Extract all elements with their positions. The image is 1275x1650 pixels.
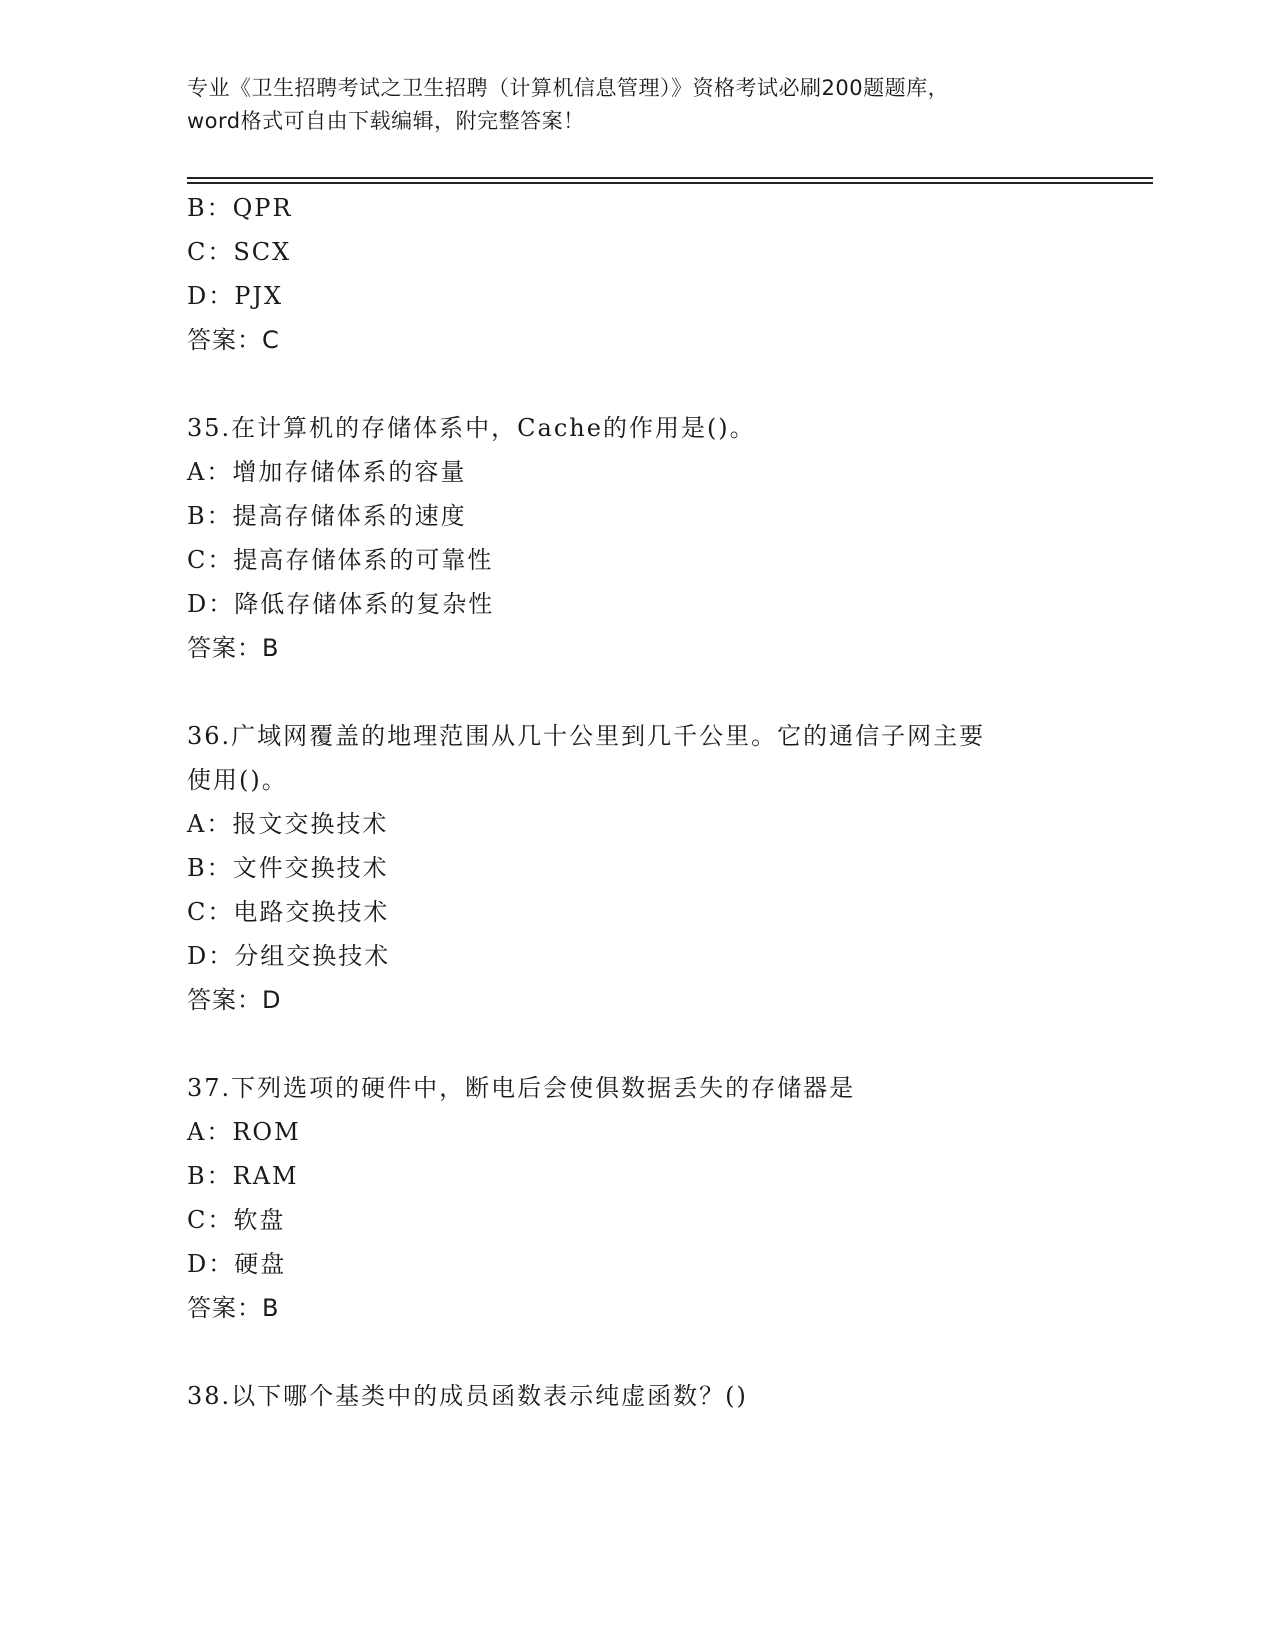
- q34-option-d: D：PJX: [187, 282, 284, 310]
- q36-option-a: A：报文交换技术: [187, 810, 389, 838]
- q37-option-b: B：RAM: [187, 1162, 299, 1190]
- q35-option-b: B：提高存储体系的速度: [187, 502, 467, 530]
- q36-question-line-2: 使用()。: [187, 766, 288, 794]
- q34-option-b: B：QPR: [187, 194, 293, 222]
- q34-answer: 答案：C: [187, 326, 280, 354]
- q37-option-c: C：软盘: [187, 1206, 286, 1234]
- q35-answer: 答案：B: [187, 634, 280, 662]
- q36-option-c: C：电路交换技术: [187, 898, 390, 926]
- q36-question-line-1: 36.广域网覆盖的地理范围从几十公里到几千公里。它的通信子网主要: [187, 722, 986, 750]
- header-divider-bottom: [187, 182, 1153, 184]
- header-title-line-1: 专业《卫生招聘考试之卫生招聘（计算机信息管理）》资格考试必刷200题题库，: [187, 76, 950, 100]
- q37-question: 37.下列选项的硬件中，断电后会使俱数据丢失的存储器是: [187, 1074, 856, 1102]
- q36-option-b: B：文件交换技术: [187, 854, 389, 882]
- q37-option-a: A：ROM: [187, 1118, 301, 1146]
- q37-answer: 答案：B: [187, 1294, 280, 1322]
- header-divider-top: [187, 177, 1153, 179]
- q35-option-d: D：降低存储体系的复杂性: [187, 590, 495, 618]
- q38-question: 38.以下哪个基类中的成员函数表示纯虚函数？(): [187, 1382, 748, 1410]
- q35-question: 35.在计算机的存储体系中，Cache的作用是()。: [187, 414, 756, 442]
- q37-option-d: D：硬盘: [187, 1250, 287, 1278]
- header-title-line-2: word格式可自由下载编辑，附完整答案！: [187, 109, 585, 133]
- q34-option-c: C：SCX: [187, 238, 292, 266]
- q35-option-c: C：提高存储体系的可靠性: [187, 546, 494, 574]
- q36-option-d: D：分组交换技术: [187, 942, 391, 970]
- q35-option-a: A：增加存储体系的容量: [187, 458, 467, 486]
- document-header: [187, 72, 1087, 138]
- q36-answer: 答案：D: [187, 986, 282, 1014]
